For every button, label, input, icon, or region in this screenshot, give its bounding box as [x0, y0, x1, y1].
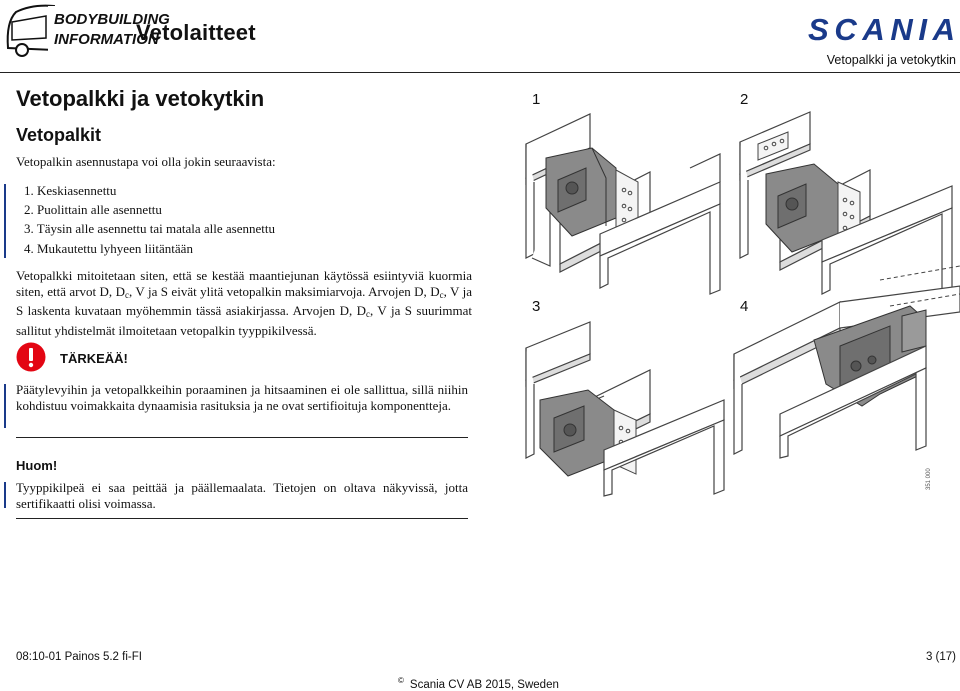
footer-copyright: © Scania CV AB 2015, Sweden [398, 676, 559, 691]
logo-text-line2: INFORMATION [54, 31, 159, 48]
footer-document-id: 08:10-01 Painos 5.2 fi-FI [16, 651, 142, 663]
exclamation-icon [16, 342, 46, 372]
scania-logo [806, 8, 956, 48]
note-divider [16, 518, 468, 519]
warning-text: Päätylevyihin ja vetopalkkeihin poraaminen ja hitsaaminen ei ole sallittua, sillä niihin kohdistuu voimakkaita dynaamisia rasituksia ja ne ovat sertifioituja komponentteja. [16, 382, 468, 413]
warning-divider [16, 437, 468, 438]
warning-heading: TÄRKEÄÄ! [60, 351, 128, 366]
tow-beam-illustration-4 [730, 276, 960, 458]
tow-beam-illustration-1 [520, 108, 730, 298]
change-bar [4, 184, 6, 258]
bodybuilding-information-logo [2, 2, 170, 58]
list-item: 3. Täysin alle asennettu tai matala alle asennettu [24, 221, 275, 237]
header-subtitle: Vetopalkki ja vetokytkin [826, 53, 956, 67]
svg-text:SCANIA: SCANIA [808, 12, 954, 47]
section-heading: Vetopalkit [16, 125, 102, 145]
note-text: Tyyppikilpeä ei saa peittää ja päällemaalata. Tietojen on oltava näkyvissä, jotta sertifikaatti olisi voimassa. [16, 480, 468, 511]
figure-label: 3 [532, 298, 541, 315]
figure-label: 1 [532, 91, 541, 108]
change-bar [4, 482, 6, 508]
header-divider [0, 72, 960, 73]
mounting-list [16, 181, 275, 258]
list-item: 2. Puolittain alle asennettu [24, 202, 162, 218]
dimensioning-paragraph: Vetopalkki mitoitetaan siten, että se kestää maantiejunan käytössä esiintyviä kuormia siten, että arvot D, $D_c$, V ja S eivät ylitä vetopalkin maksimiarvoja. Arvojen D, $D_c$, V ja S laskenta kuvataan myöhemmin tässä asiakirjassa. Arvojen D, $D_c$, V ja S suurimmat sallitut yhdistelmät ilmoitetaan vetopalkin tyyppikilvessä. [16, 268, 473, 338]
figure-label: 4 [740, 298, 749, 315]
image-id: 351 000 [926, 468, 932, 490]
change-bar [4, 384, 6, 428]
header-title: Vetolaitteet [136, 20, 256, 45]
copyright-symbol: © [398, 676, 404, 685]
list-item: 4. Mukautettu lyhyeen liitäntään [24, 240, 193, 256]
page-title: Vetopalkki ja vetokytkin [16, 86, 265, 111]
tow-beam-illustration-3 [520, 318, 730, 498]
footer-page-number: 3 (17) [925, 651, 956, 663]
list-item: 1. Keskiasennettu [24, 183, 117, 198]
tow-beam-illustration-2 [730, 108, 960, 298]
figure-label: 2 [740, 91, 749, 108]
note-heading: Huom! [16, 458, 58, 473]
intro-text: Vetopalkin asennustapa voi olla jokin seuraavista: [16, 154, 276, 169]
logo-text-line1: BODYBUILDING [54, 11, 170, 28]
